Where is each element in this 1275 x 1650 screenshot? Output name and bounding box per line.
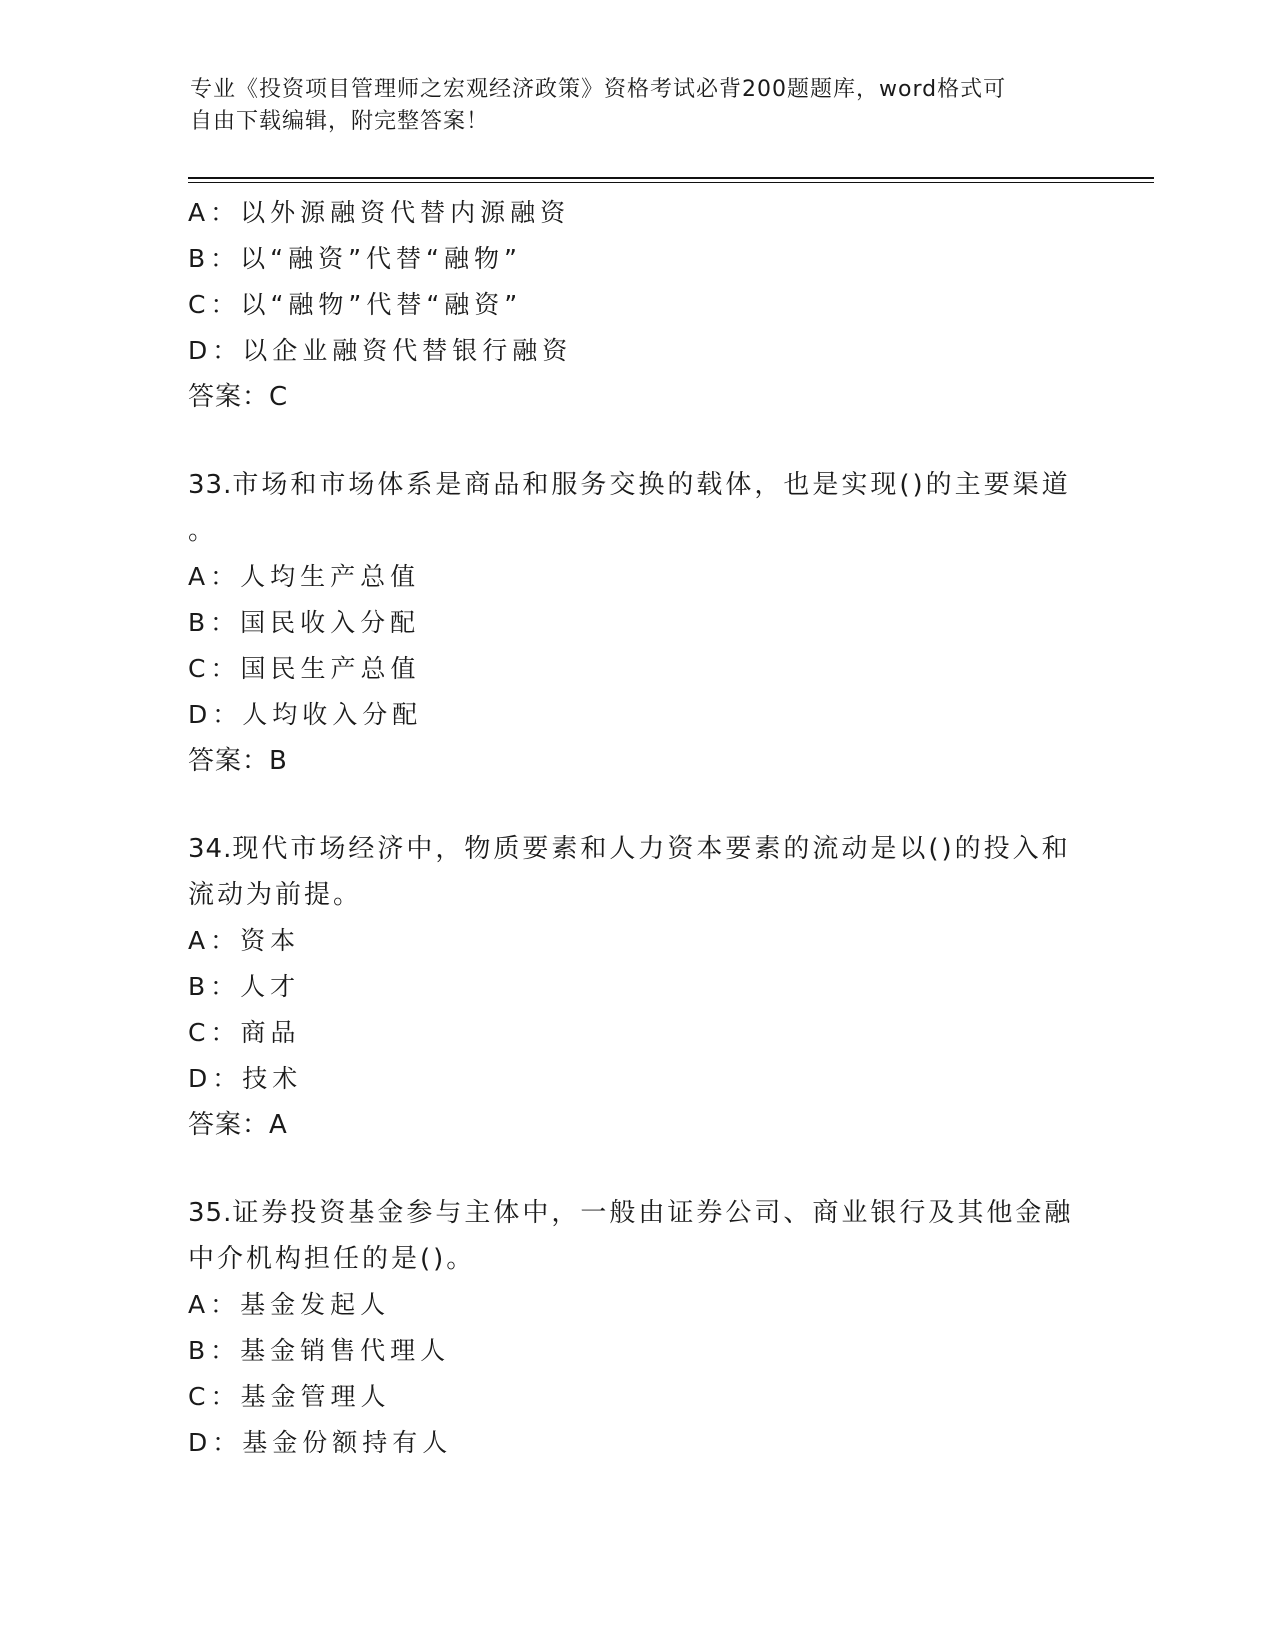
option-b: B：国民收入分配: [188, 608, 421, 637]
question-stem: [188, 462, 1088, 554]
question-32: [188, 190, 1088, 420]
document-header: [190, 74, 1090, 138]
question-33: [188, 462, 1088, 784]
option-d: D：技术: [188, 1064, 303, 1093]
question-text-line-2: 流动为前提。: [188, 880, 363, 910]
answer: 答案：C: [188, 382, 289, 412]
option-d: D：人均收入分配: [188, 700, 423, 729]
option-c: C：以“融物”代替“融资”: [188, 290, 523, 319]
option-a: A：基金发起人: [188, 1290, 391, 1319]
option-d: D：以企业融资代替银行融资: [188, 336, 573, 365]
question-number: 34.: [188, 834, 233, 864]
option-a: A：资本: [188, 926, 301, 955]
header-line-1: 专业《投资项目管理师之宏观经济政策》资格考试必背200题题库，word格式可: [190, 77, 1007, 102]
option-c: C：商品: [188, 1018, 301, 1047]
question-stem: [188, 1190, 1088, 1282]
option-d: D：基金份额持有人: [188, 1428, 453, 1457]
header-divider-thin: [188, 182, 1154, 183]
question-text-line-1: 市场和市场体系是商品和服务交换的载体，也是实现()的主要渠道: [232, 470, 1071, 500]
option-b: B：人才: [188, 972, 301, 1001]
question-list: [188, 190, 1088, 1466]
option-b: B：以“融资”代替“融物”: [188, 244, 522, 273]
question-text-line-1: 证券投资基金参与主体中，一般由证券公司、商业银行及其他金融: [232, 1198, 1074, 1228]
question-stem: [188, 826, 1088, 918]
answer: 答案：A: [188, 1110, 288, 1140]
question-number: 35.: [188, 1198, 233, 1228]
question-text-line-1: 现代市场经济中，物质要素和人力资本要素的流动是以()的投入和: [232, 834, 1071, 864]
question-34: [188, 826, 1088, 1148]
question-text-line-2: 中介机构担任的是()。: [188, 1244, 476, 1274]
option-a: A：以外源融资代替内源融资: [188, 198, 571, 227]
question-text-line-2: 。: [188, 516, 218, 546]
option-c: C：国民生产总值: [188, 654, 421, 683]
question-number: 33.: [188, 470, 233, 500]
answer: 答案：B: [188, 746, 288, 776]
header-line-2: 自由下载编辑，附完整答案！: [190, 109, 490, 134]
option-a: A：人均生产总值: [188, 562, 421, 591]
option-c: C：基金管理人: [188, 1382, 391, 1411]
header-divider-thick: [188, 177, 1154, 179]
option-b: B：基金销售代理人: [188, 1336, 451, 1365]
question-35: [188, 1190, 1088, 1466]
